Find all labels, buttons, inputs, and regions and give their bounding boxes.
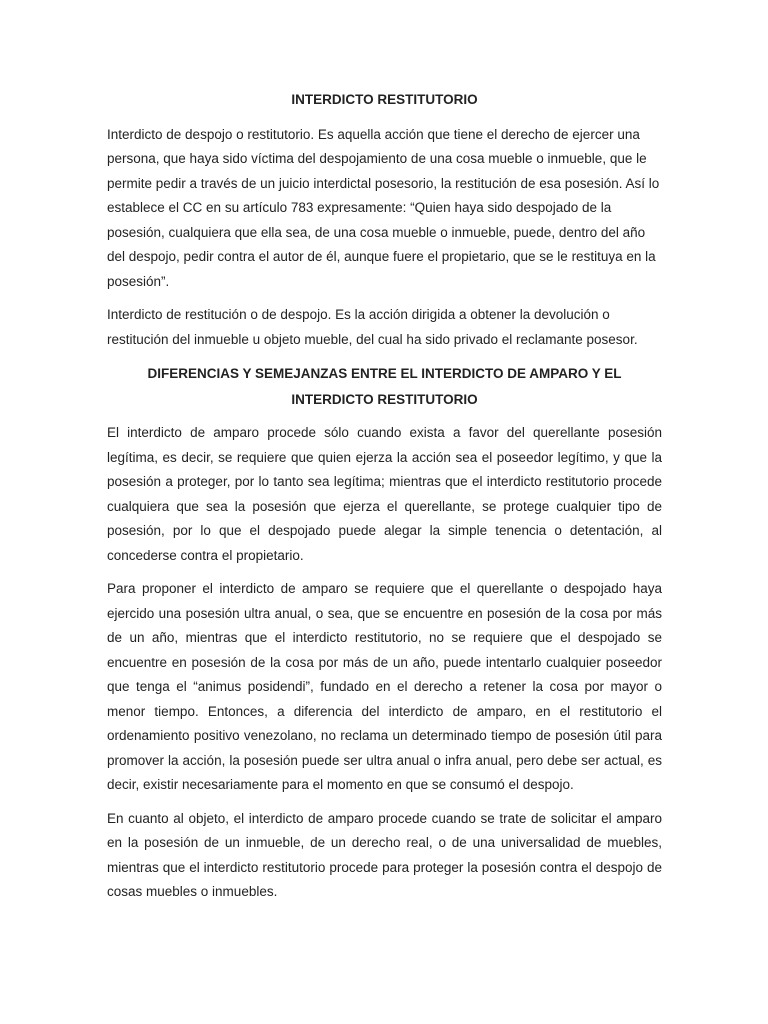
document-page [107, 88, 662, 914]
document-title: INTERDICTO RESTITUTORIO [291, 92, 478, 107]
paragraph-objeto: En cuanto al objeto, el interdicto de amparo procede cuando se trate de solicitar el amparo en la posesión de un inmueble, de un derecho real, o de una universalidad de muebles, mientras que el interdicto restitutorio procede para proteger la posesión contra el despojo de cosas muebles o inmuebles. [107, 810, 662, 899]
paragraph-restitucion-definition: Interdicto de restitución o de despojo. Es la acción dirigida a obtener la devolución o restitución del inmueble u objeto mueble, del cual ha sido privado el reclamante posesor. [107, 307, 638, 347]
paragraph-restitutorio-definition: Interdicto de despojo o restitutorio. Es aquella acción que tiene el derecho de ejercer una persona, que haya sido víctima del despojamiento de una cosa mueble o inmueble, que le permite pedir a través de un juicio interdictal posesorio, la restitución de esa posesión. Así lo establece el CC en su artículo 783 expresamente: “Quien haya sido despojado de la posesión, cualquiera que ella sea, de una cosa mueble o inmueble, puede, dentro del año del despojo, pedir contra el autor de él, aunque fuere el propietario, que se le restituya en la posesión”. [107, 126, 660, 289]
paragraph-posesion-ultra-anual: Para proponer el interdicto de amparo se requiere que el querellante o despojado haya ejercido una posesión ultra anual, o sea, que se encuentre en posesión de la cosa por más de un año, mientras que el interdicto restitutorio, no se requiere que el despojado se encuentre en posesión de la cosa por más de un año, puede intentarlo cualquier poseedor que tenga el “animus posidendi”, fundado en el derecho a retener la cosa por mayor o menor tiempo. Entonces, a diferencia del interdicto de amparo, en el restitutorio el ordenamiento positivo venezolano, no reclama un determinado tiempo de posesión útil para promover la acción, la posesión puede ser ultra anual o infra anual, pero debe ser actual, es decir, existir necesariamente para el momento en que se consumó el despojo. [107, 581, 662, 792]
paragraph-posesion-legitima: El interdicto de amparo procede sólo cuando exista a favor del querellante posesión legítima, es decir, se requiere que quien ejerza la acción sea el poseedor legítimo, y que la posesión a proteger, por lo tanto sea legítima; mientras que el interdicto restitutorio procede cualquiera que sea la posesión que ejerza el querellante, se protege cualquier tipo de posesión, por lo que el despojado puede alegar la simple tenencia o detentación, al concederse contra el propietario. [107, 425, 662, 563]
section-heading: DIFERENCIAS Y SEMEJANZAS ENTRE EL INTERDICTO DE AMPARO Y EL INTERDICTO RESTITUTORIO [147, 366, 622, 407]
